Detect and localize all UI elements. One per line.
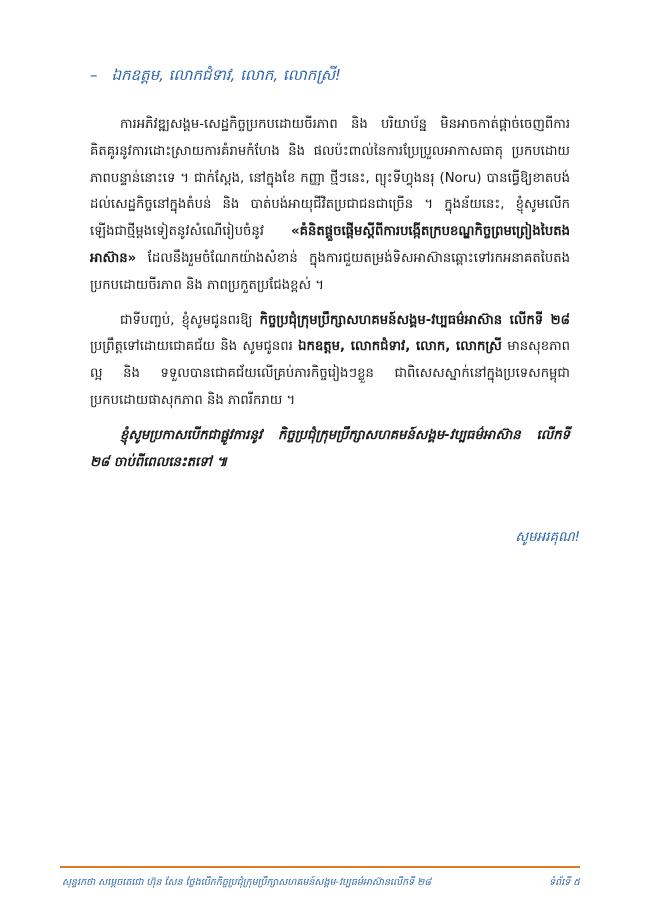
paragraph-2-text-c: មានសុខភាពល្អ និង ទទួលបានជោគជ័យលើគ្រប់ភារកិច្ចរៀងៗខ្លួន ជាពិសេសស្នាក់នៅក្នុងប្រទេសកម្ពុជា ប្រកបដោយផាសុកភាព និង ភាពរីករាយ ។ <box>90 339 570 408</box>
paragraph-2-addressees: ឯកឧត្តម, លោកជំទាវ, លោក, លោកស្រី <box>298 339 502 355</box>
paragraph-2-meeting-name: កិច្ចប្រជុំក្រុមប្រឹក្សាសហគមន៍សង្គម-វប្បធម៌អាស៊ាន លើកទី ២៨ <box>259 312 570 328</box>
paragraph-1-text-a: ការអភិវឌ្ឍសង្គម-សេដ្ឋកិច្ចប្រកបដោយចីរភាព និង បរិយាប័ន្ន មិនអាចកាត់ផ្តាច់ចេញពីការគិតគូរនូវការដោះស្រាយការគំរាមកំហែង និង ផលប៉ះពាល់នៃការប្រែប្រួលអាកាសធាតុ ប្រកបដោយភាពបន្ទាន់នោះទេ ។ ជាក់ស្តែង, នៅក្នុងខែ កញ្ញា ថ្មីៗនេះ, ព្យុះទីហ្វុងនរុ (Noru) បានធ្វើឱ្យខាតបង់ដល់សេដ្ឋកិច្ចនៅក្នុងតំបន់ និង បាត់បង់អាយុជីវិតប្រជាជនជាច្រើន ។ ក្នុងន័យនេះ, ខ្ញុំសូមលើកឡើងជាថ្មីម្តងទៀតនូវសំណើរៀបចំនូវ <box>90 117 570 240</box>
closing-declaration: ខ្ញុំសូមប្រកាសបើកជាផ្លូវការនូវ កិច្ចប្រជុំក្រុមប្រឹក្សាសហគមន៍សង្គម-វប្បធម៌អាស៊ាន លើកទី ២៨ ចាប់ពីពេលនេះតទៅ ៕ <box>90 427 570 470</box>
paragraph-2 <box>90 308 570 415</box>
footer-divider <box>60 866 580 868</box>
speech-body <box>90 112 570 476</box>
footer-title: សុន្ទរកថា សម្តេចតេជោ ហ៊ុន សែន ថ្លែងបើកកិច្ចប្រជុំក្រុមប្រឹក្សាសហគមន៍សង្គម-វប្បធម៌អាស៊ានលើកទី ២៨ <box>62 877 432 888</box>
salutation <box>90 66 341 88</box>
paragraph-2-text-b: ប្រព្រឹត្តទៅដោយជោគជ័យ និង សូមជូនពរ <box>90 339 299 355</box>
paragraph-1-initiative: «គំនិតផ្តួចផ្តើមស្តីពីការបង្កើតក្របខណ្ឌកិច្ចព្រមព្រៀងបៃតងអាស៊ាន» <box>90 224 570 266</box>
salutation-dash: – <box>90 66 98 84</box>
paragraph-1 <box>90 112 570 300</box>
salutation-text: ឯកឧត្តម, លោកជំទាវ, លោក, លោកស្រី! <box>111 66 342 84</box>
thank-you-line: សូមអរគុណ! <box>515 529 580 545</box>
paragraph-1-text-b: ដែលនឹងរួមចំណែកយ៉ាងសំខាន់ ក្នុងការជួយតម្រង់ទិសអាស៊ានឆ្ពោះទៅរកអនាគតបៃតងប្រកបដោយចីរភាព និង ភាពប្រកួតប្រជែងខ្ពស់ ។ <box>90 250 570 293</box>
paragraph-2-text-a: ជាទីបញ្ចប់, ខ្ញុំសូមជូនពរឱ្យ <box>120 312 260 328</box>
page-number: ទំព័រទី ៥ <box>549 877 580 888</box>
